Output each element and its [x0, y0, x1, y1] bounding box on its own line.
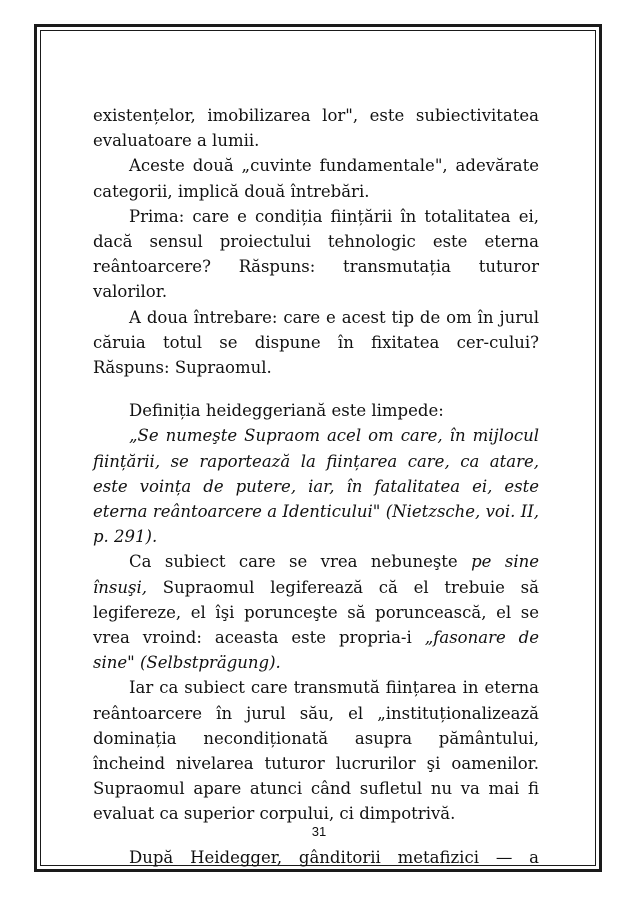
paragraph-3 — [93, 204, 539, 305]
text-run: Ca subiect care se vrea nebuneşte — [129, 552, 472, 572]
italic-text-run: „fasonare de sine" (Selbstprägung). — [93, 628, 539, 673]
paragraph-1 — [93, 103, 539, 153]
paragraph-2 — [93, 153, 539, 203]
text-run: Definiția heideggeriană este limpede: — [129, 401, 444, 421]
text-run: Supraomul legiferează că el trebuie să legifereze, el îşi porunceşte să poruncească, el se vrea vroind: aceasta este propria-i — [93, 577, 539, 648]
italic-text-run: „Se numeşte Supraom acel om care, în mijlocul ființării, se raportează la ființarea care, ca atare, este voința de putere, iar, în fatalitatea ei, este eterna reântoarcere a Identicului" (Nietzsche, voi. II, p. 291). — [93, 426, 539, 547]
text-run: Prima: care e condiția ființării în totalitatea ei, dacă sensul proiectului tehnologic este eterna reântoarcere? Răspuns: transmutația tuturor valorilor. — [93, 206, 539, 302]
text-run: existențelor, imobilizarea lor", este subiectivitatea evaluatoare a lumii. — [93, 106, 539, 151]
paragraph-9 — [93, 845, 539, 870]
paragraph-4 — [93, 305, 539, 381]
italic-text-run: pe sine însuşi, — [93, 552, 540, 597]
paragraph-8 — [93, 675, 539, 826]
paragraph-7 — [93, 549, 539, 675]
page-number: 31 — [311, 824, 327, 839]
paragraph-5 — [93, 398, 539, 423]
text-run: Iar ca subiect care transmută ființarea in eterna reântoarcere în jurul său, el „instituționalizează dominația necondiționată asupra pământului, încheind nivelarea tuturor lucrurilor şi oamenilor. Supraomul apare atunci când sufletul nu va mai fi evaluat ca superior corpului, ci dimpotrivă. — [93, 678, 539, 824]
text-run: A doua întrebare: care e acest tip de om în jurul căruia totul se dispune în fixitatea cer-cului? Răspuns: Supraomul. — [93, 307, 539, 378]
text-run: Aceste două „cuvinte fundamentale", adevărate categorii, implică două întrebări. — [93, 156, 539, 201]
body-text — [93, 103, 539, 870]
paragraph-6-quote — [93, 423, 539, 549]
text-run: După Heidegger, gânditorii metafizici — a — [129, 847, 539, 867]
